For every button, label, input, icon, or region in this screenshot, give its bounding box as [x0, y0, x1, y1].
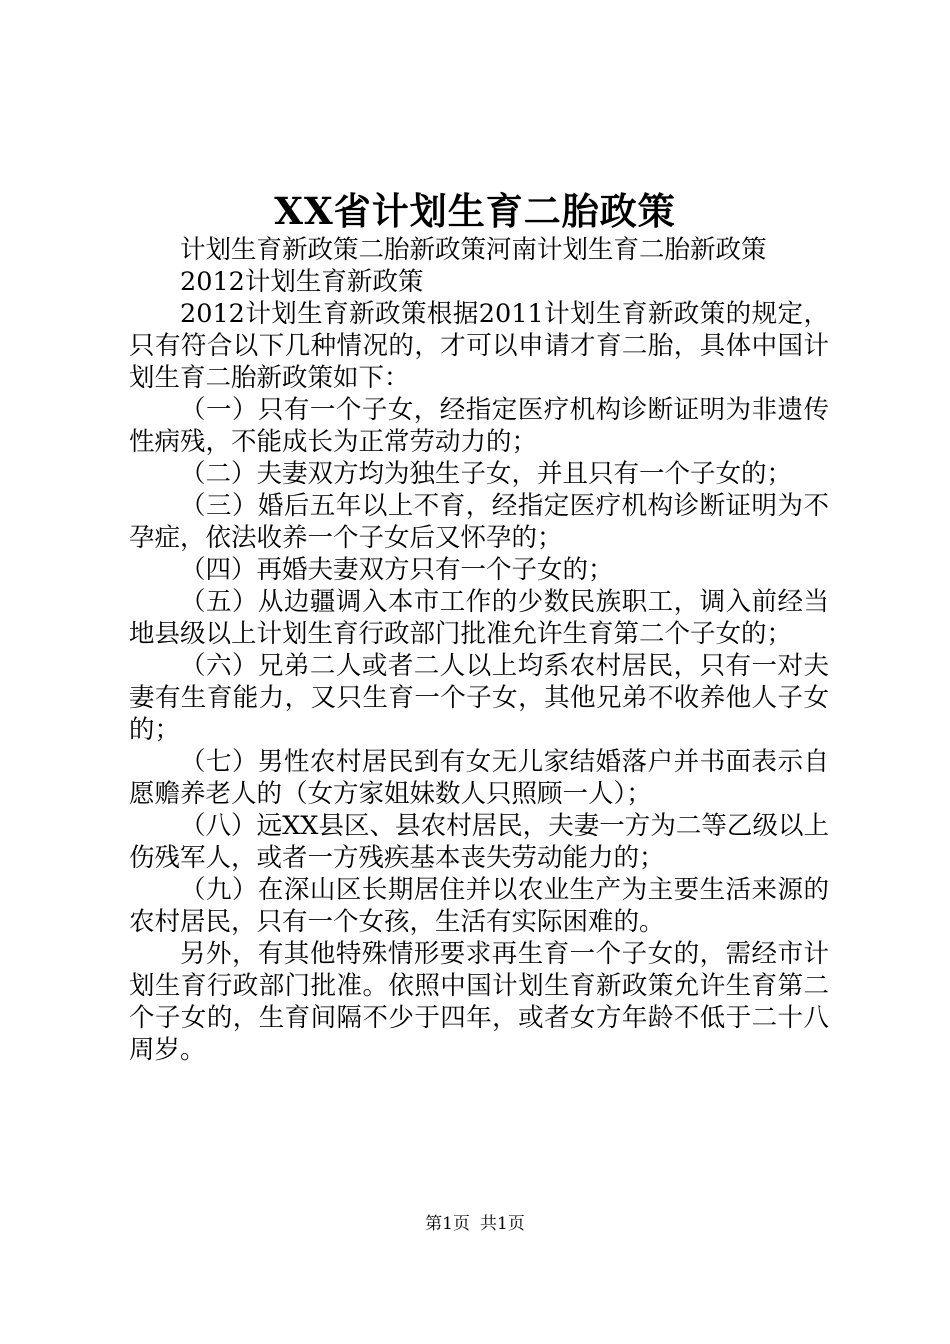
list-item: （八）远XX县区、县农村居民，夫妻一方为二等乙级以上伤残军人，或者一方残疾基本丧失劳动能力的；	[129, 811, 829, 873]
page-number: 第1页	[425, 1214, 470, 1234]
closing-paragraph: 另外，有其他特殊情形要求再生育一个子女的，需经市计划生育行政部门批准。依照中国计划生育新政策允许生育第二个子女的，生育间隔不少于四年，或者女方年龄不低于二十八周岁。	[129, 939, 829, 1065]
section-heading: 2012计划生育新政策	[180, 267, 424, 297]
list-item: （七）男性农村居民到有女无儿家结婚落户并书面表示自愿赡养老人的（女方家姐妹数人只照顾一人）；	[129, 747, 829, 809]
list-item: （四）再婚夫妻双方只有一个子女的；	[180, 555, 614, 585]
list-item: （三）婚后五年以上不育，经指定医疗机构诊断证明为不孕症，依法收养一个子女后又怀孕的；	[129, 491, 829, 553]
list-item: （二）夫妻双方均为独生子女，并且只有一个子女的；	[180, 459, 793, 489]
page-footer	[0, 1212, 950, 1236]
list-item: （六）兄弟二人或者二人以上均系农村居民，只有一对夫妻有生育能力，又只生育一个子女，其他兄弟不收养他人子女的；	[129, 651, 829, 745]
document-body	[129, 234, 829, 1066]
intro-paragraph: 2012计划生育新政策根据2011计划生育新政策的规定，只有符合以下几种情况的，才可以申请才育二胎，具体中国计划生育二胎新政策如下：	[129, 299, 829, 393]
list-item: （一）只有一个子女，经指定医疗机构诊断证明为非遗传性病残，不能成长为正常劳动力的；	[129, 395, 829, 457]
document-title: XX省计划生育二胎政策	[274, 189, 676, 233]
list-item: （九）在深山区长期居住并以农业生产为主要生活来源的农村居民，只有一个女孩，生活有实际困难的。	[129, 875, 829, 937]
list-item: （五）从边疆调入本市工作的少数民族职工，调入前经当地县级以上计划生育行政部门批准允许生育第二个子女的；	[129, 587, 829, 649]
subtitle-line: 计划生育新政策二胎新政策河南计划生育二胎新政策	[180, 235, 767, 265]
page-total: 共1页	[480, 1214, 525, 1234]
